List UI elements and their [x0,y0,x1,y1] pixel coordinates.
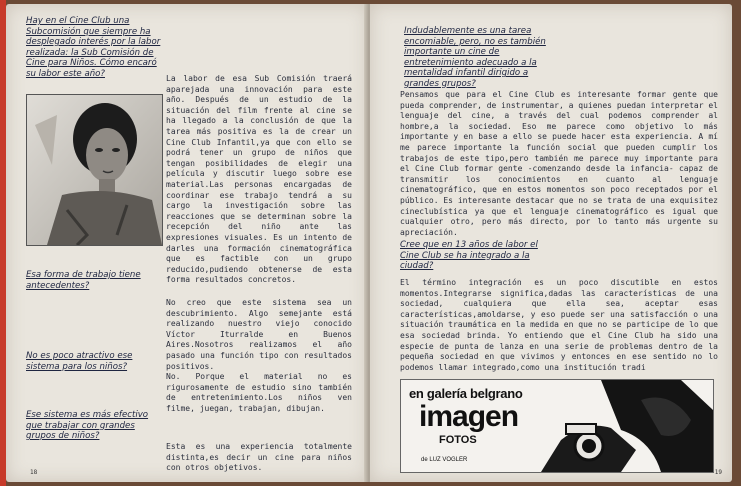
answer-1: La labor de esa Sub Comisión traerá aparejada una innovación para este año. Después de un estudio de la situación del film frente al cine se ha llegado a la conclusión de que la tarea más positiva es la de crear un Cine Club Infantil,ya que con ello se podrá tener un grupo de niños que tengan posibilidades de elegir una película y discutir luego sobre ese material.Las personas encargadas de coordinar ese trabajo tendrá a su cargo la investigación sobre las reacciones que se determinan sobre la recepción del niño ante las expresiones visuales. Es un intento de darles una formación cinematográfica que es factible con un grupo reducido,pudiendo obtenerse de esta forma resultados concretos. [166,74,352,285]
answer-5: Pensamos que para el Cine Club es interesante formar gente que pueda comprender, de instrumentar, a quienes puedan interpretar el lenguaje del cine, a través del cual podemos comprender al hombre,a la sociedad. Eso me parece como objetivo lo más importante y en base a ello se puede hacer esta experiencia. A mí me parece importante la función social que pueden cumplir los trabajos de este tipo,pero también me parece muy importante para el Cine Club formar gente -comenzando desde la infancia- capaz de transmitir los conocimientos en cuanto al lenguaje cinematográfico, que en estos momentos son poco receptados por el público. Es interesante destacar que no se trata de una exquisitez cineclubística ya que el lenguaje cinematográfico es igual que cualquier otro, pero más directo, por lo tanto más urgente su apreciación. [400,90,718,237]
question-2: Esa forma de trabajo tiene antecedentes? [26,270,141,291]
question-6: Cree que en 13 años de labor el Cine Club se ha integrado a la ciudad? [400,240,538,271]
right-page [370,4,732,482]
camera-hand-image [541,380,713,472]
ad-brand: imagen [419,400,519,433]
ad-gallery-name: en galería belgrano [409,386,523,401]
question-5: Indudablemente es una tarea encomiable, pero, no es también importante un cine de entretenimiento adecuado a la mentalidad infantil dirigido a grandes grupos? [404,26,546,89]
question-4: Ese sistema es más efectivo que trabajar con grandes grupos de niños? [26,410,149,441]
answer-4: Esta es una experiencia totalmente distinta,es decir un cine para niños con otros objetivos. [166,442,352,473]
answer-2: No creo que este sistema sea un descubrimiento. Algo semejante está realizando nuestro viejo conocido Víctor Iturralde en Buenos Aires.Nosotros realizamos el año pasado una función tipo con resultados positivos. [166,298,352,371]
page-number-right: 19 [714,469,722,476]
ad-photographer: de LUZ VOGLER [421,457,468,463]
left-page [6,4,368,482]
portrait-photo [26,94,163,246]
question-3: No es poco atractivo ese sistema para los niños? [26,351,133,372]
question-1: Hay en el Cine Club una Subcomisión que siempre ha desplegado interés por la labor realizada: la Sub Comisión de Cine para Niños. Cómo encaró su labor este año? [26,16,161,79]
advertisement [400,379,714,473]
page-number-left: 18 [30,469,38,476]
answer-3: No. Porque el material no es rigurosamente de estudio sino también de entretenimiento.Los niños ven filme, juegan, trabajan, dibujan. [166,372,352,413]
ad-fotos: FOTOS [439,434,477,446]
answer-6: El término integración es un poco discutible en estos momentos.Integrarse significa,dadas las características de una sociedad, cualquiera que ella sea, aceptar esas características,amoldarse, y eso puede ser una satisfacción o una situación traumática en la medida en que no se participe de lo que esa sociedad brinda. Yo entiendo que el Cine Club ha sido una especie de punta de lanza en una serie de problemas dentro de la pequeña sociedad en que vivimos y entonces en ese sentido no lo podemos llamar integrado,como una institución tradi [400,278,718,372]
